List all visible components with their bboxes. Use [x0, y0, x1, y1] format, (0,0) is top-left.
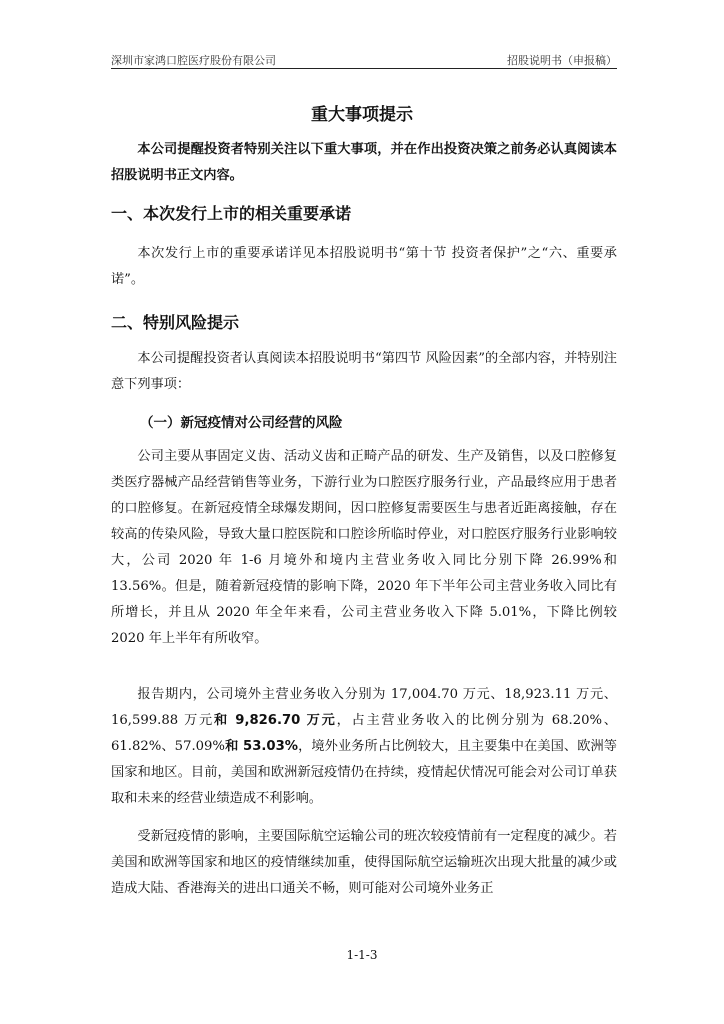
header-divider: [111, 68, 617, 69]
overseas-revenue-text-a: 报告期内，公司境外主营业务收入分别为 17,004.70 万元、18,923.11 万元、16,599.88 万元: [111, 687, 617, 728]
overseas-revenue-text-e: ，境外业务所占比例较大，且主要集中在美国、欧洲等国家和地区。目前，美国和欧洲新冠疫情仍在持续，疫情起伏情况可能会对公司订单获取和未来的经营业绩造成不利影响。: [111, 739, 617, 806]
section-body-commitments: 本次发行上市的重要承诺详见本招股说明书“第十节 投资者保护”之“六、重要承诺”。: [111, 246, 617, 287]
section-body-risk: 本公司提醒投资者认真阅读本招股说明书“第四节 风险因素”的全部内容，并特别注意下列事项：: [111, 351, 617, 392]
section-heading-risk: 二、特别风险提示: [111, 313, 240, 332]
overseas-ratio-latest: 和 53.03%: [224, 739, 298, 754]
page-number: 1-1-3: [346, 948, 378, 962]
paragraph-overseas-revenue: [111, 682, 617, 812]
paragraph-air-transport: 受新冠疫情的影响，主要国际航空运输公司的班次较疫情前有一定程度的减少。若美国和欧洲等国家和地区的疫情继续加重，使得国际航空运输班次出现大批量的减少或造成大陆、香港海关的进出口通关不畅，则可能对公司境外业务正: [111, 829, 617, 896]
section-heading-commitments: 一、本次发行上市的相关重要承诺: [111, 204, 352, 223]
header-document-type: 招股说明书（申报稿）: [507, 54, 617, 67]
paragraph-business-impact: 公司主要从事固定义齿、活动义齿和正畸产品的研发、生产及销售，以及口腔修复类医疗器械产品经营销售等业务，下游行业为口腔医疗服务行业，产品最终应用于患者的口腔修复。在新冠疫情全球爆发期间，因口腔修复需要医生与患者近距离接触，存在较高的传染风险，导致大量口腔医院和口腔诊所临时停业，对口腔医疗服务行业影响较大，公司 2020 年 1-6 月境外和境内主营业务收入同比分别下降 26.99%和 13.56%。但是，随着新冠疫情的影响下降，2020 年下半年公司主营业务收入同比有所增长，并且从 2020 年全年来看，公司主营业务收入下降 5.01%，下降比例较 2020 年上半年有所收窄。: [111, 449, 617, 646]
page-title: 重大事项提示: [311, 105, 413, 125]
subsection-heading-covid-risk: （一）新冠疫情对公司经营的风险: [140, 415, 343, 431]
overseas-revenue-latest: 和 9,826.70 万元: [213, 713, 337, 728]
overseas-revenue-text-c: ，占主营业务收入的比例分别为 68.20%、61.82%、57.09%: [111, 713, 617, 754]
header-company-name: 深圳市家鸿口腔医疗股份有限公司: [111, 54, 276, 67]
running-header: [111, 52, 617, 68]
investor-notice: 本公司提醒投资者特别关注以下重大事项，并在作出投资决策之前务必认真阅读本招股说明书正文内容。: [111, 142, 617, 183]
